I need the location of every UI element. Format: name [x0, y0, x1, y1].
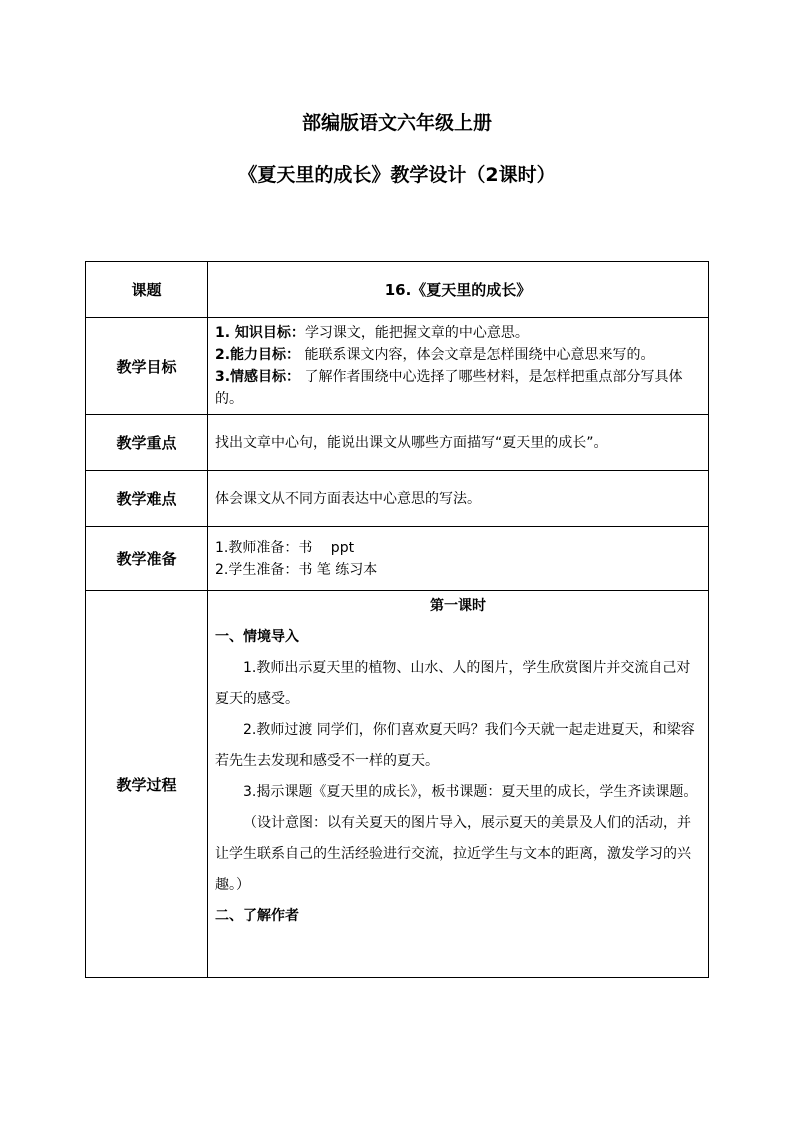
- goal-tag: 2.能力目标：: [215, 347, 301, 363]
- goal-item: [215, 366, 701, 410]
- difficulty-label: 教学难点: [86, 471, 208, 527]
- goal-tag: 1. 知识目标：: [215, 325, 305, 341]
- goals-label: 教学目标: [86, 318, 208, 415]
- process-paragraph: 2.教师过渡 同学们，你们喜欢夏天吗？我们今天就一起走进夏天，和梁容若先生去发现和感受不一样的夏天。: [215, 722, 695, 769]
- preparation-line: 2.学生准备：书 笔 练习本: [215, 561, 378, 578]
- key-point-value: 找出文章中心句，能说出课文从哪些方面描写“夏天里的成长”。: [208, 415, 709, 471]
- preparation-label: 教学准备: [86, 527, 208, 591]
- lesson-plan-table: [85, 261, 709, 978]
- table-row-key-point: [86, 415, 709, 471]
- table-row-topic: [86, 262, 709, 318]
- topic-value: 16.《夏天里的成长》: [208, 262, 709, 318]
- table-row-process: [86, 591, 709, 978]
- process-content: [208, 591, 709, 978]
- goal-text: 学习课文，能把握文章的中心意思。: [304, 325, 529, 341]
- document-subtitle: 《夏天里的成长》教学设计（2课时）: [238, 164, 556, 186]
- process-paragraph: （设计意图：以有关夏天的图片导入，展示夏天的美景及人们的活动，并让学生联系自己的生活经验进行交流，拉近学生与文本的距离，激发学习的兴趣。）: [215, 815, 691, 893]
- section-heading: 二、了解作者: [215, 908, 299, 924]
- difficulty-value: 体会课文从不同方面表达中心意思的写法。: [208, 471, 709, 527]
- preparation-line: 1.教师准备：书 ppt: [215, 539, 355, 556]
- section-heading: 一、情境导入: [215, 629, 299, 645]
- goal-item: [215, 322, 701, 344]
- goals-content: [208, 318, 709, 415]
- goal-text: 能联系课文内容，体会文章是怎样围绕中心意思来写的。: [300, 347, 655, 363]
- process-label: 教学过程: [86, 591, 208, 978]
- process-paragraph: 3.揭示课题《夏天里的成长》，板书课题：夏天里的成长，学生齐读课题。: [243, 784, 698, 800]
- process-paragraph: 1.教师出示夏天里的植物、山水、人的图片，学生欣赏图片并交流自己对夏天的感受。: [215, 660, 691, 707]
- topic-label: 课题: [86, 262, 208, 318]
- preparation-content: [208, 527, 709, 591]
- table-row-preparation: [86, 527, 709, 591]
- goal-tag: 3.情感目标：: [215, 369, 301, 385]
- table-row-difficulty: [86, 471, 709, 527]
- table-row-goals: [86, 318, 709, 415]
- goal-item: [215, 344, 701, 366]
- key-point-label: 教学重点: [86, 415, 208, 471]
- goal-text: 了解作者围绕中心选择了哪些材料，是怎样把重点部分写具体的。: [215, 369, 683, 407]
- lesson-title: 第一课时: [430, 598, 486, 614]
- document-title: 部编版语文六年级上册: [301, 112, 492, 134]
